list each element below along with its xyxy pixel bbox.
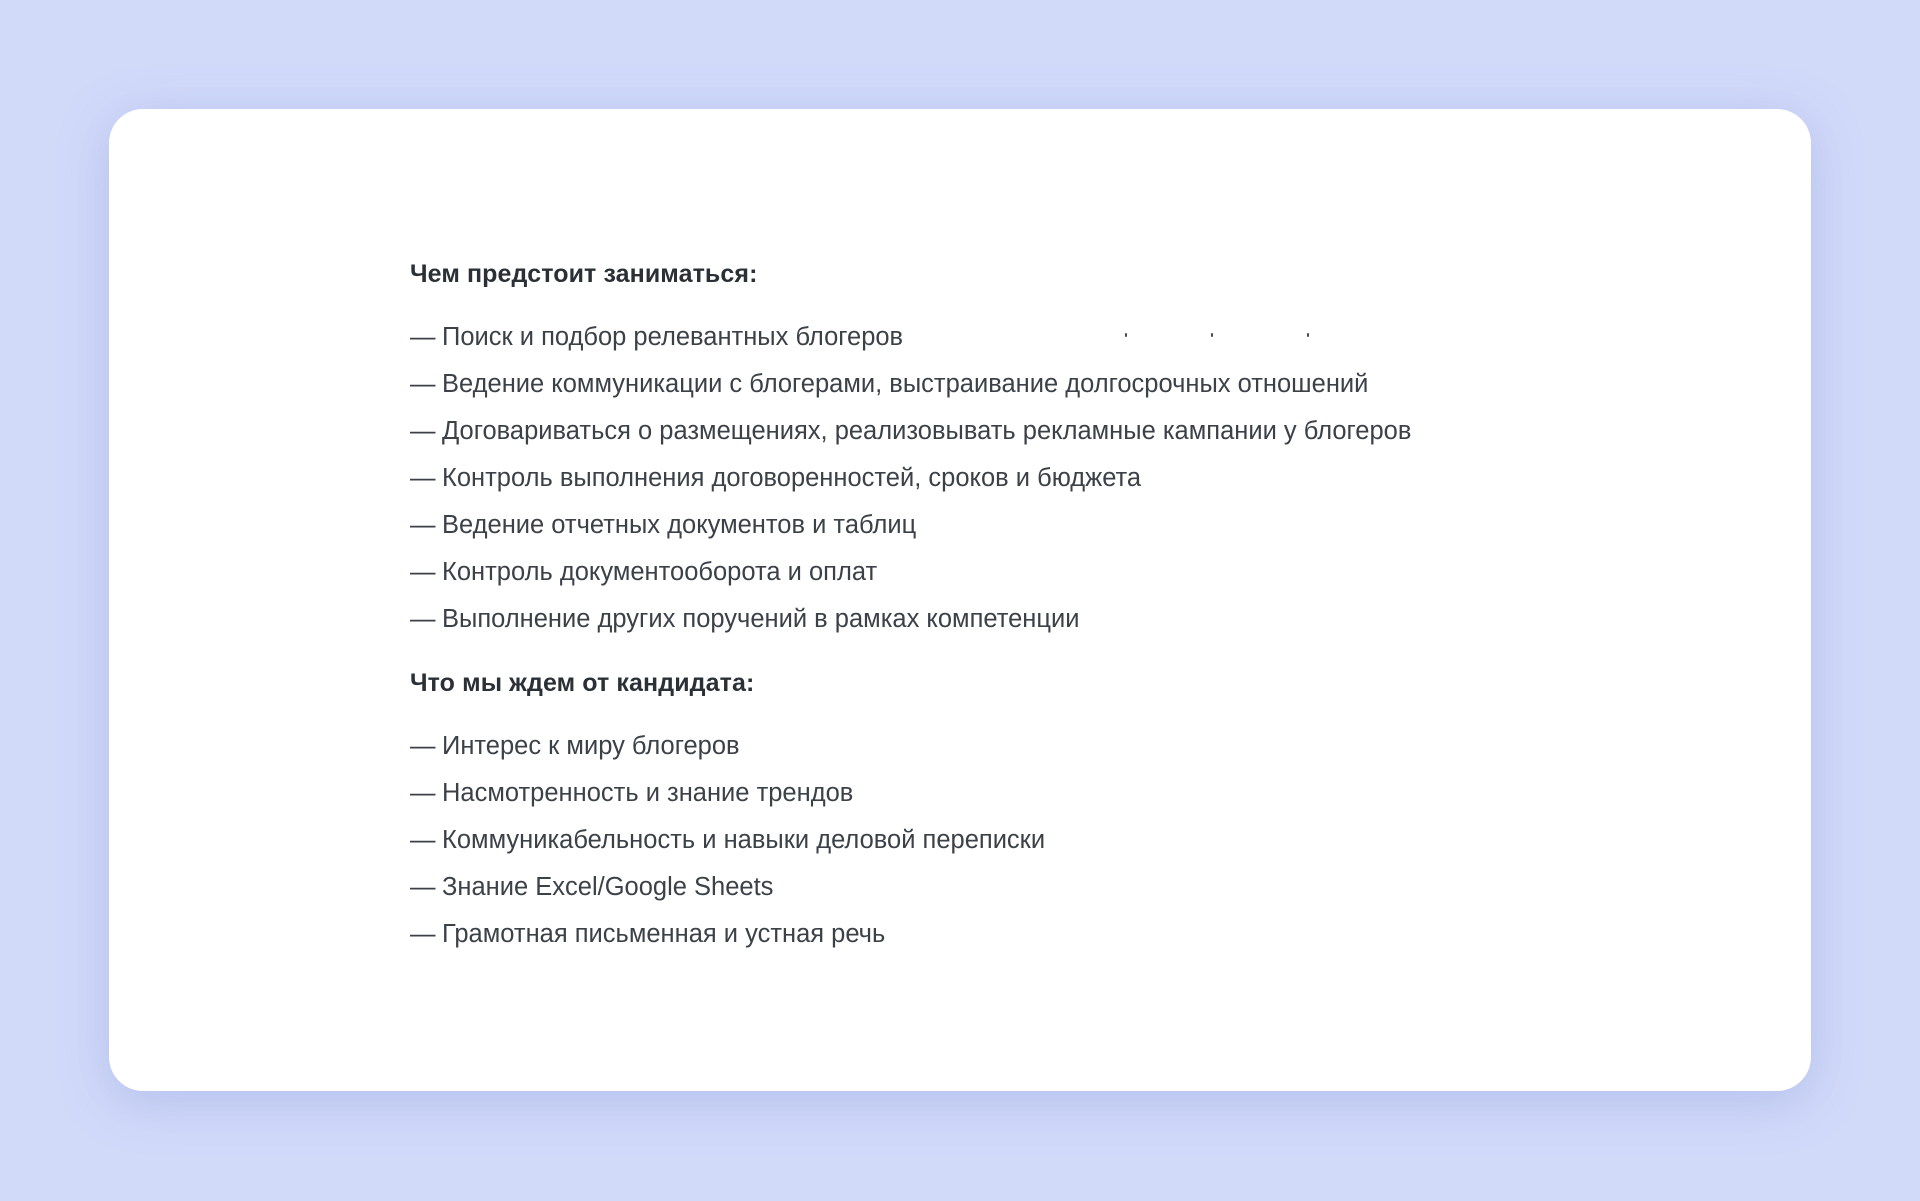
list-item bbox=[410, 770, 1710, 817]
list-item-text: Ведение коммуникации с блогерами, выстраивание долгосрочных отношений bbox=[442, 370, 1369, 398]
bullet-dash: — bbox=[410, 873, 436, 901]
list-item-text: Насмотренность и знание трендов bbox=[442, 779, 854, 807]
list-item-text: Контроль документооборота и оплат bbox=[442, 558, 878, 586]
list-item bbox=[410, 911, 1710, 958]
list-item-text: Контроль выполнения договоренностей, сроков и бюджета bbox=[442, 464, 1142, 492]
bullet-dash: — bbox=[410, 826, 436, 854]
list-item bbox=[410, 817, 1710, 864]
list-item bbox=[410, 408, 1710, 455]
list-item bbox=[410, 596, 1710, 643]
bullet-dash: — bbox=[410, 323, 436, 351]
bullet-dash: — bbox=[410, 732, 436, 760]
responsibilities-section bbox=[410, 255, 1710, 643]
list-item-text: Поиск и подбор релевантных блогеров bbox=[442, 323, 904, 351]
responsibilities-list bbox=[410, 314, 1710, 643]
bullet-dash: — bbox=[410, 920, 436, 948]
list-item bbox=[410, 314, 1710, 361]
list-item bbox=[410, 361, 1710, 408]
list-item-text: Ведение отчетных документов и таблиц bbox=[442, 511, 917, 539]
responsibilities-heading: Чем предстоит заниматься: bbox=[410, 260, 758, 288]
list-item-text: Интерес к миру блогеров bbox=[442, 732, 740, 760]
bullet-dash: — bbox=[410, 370, 436, 398]
bullet-dash: — bbox=[410, 511, 436, 539]
bullet-dash: — bbox=[410, 779, 436, 807]
list-item-text: Коммуникабельность и навыки деловой переписки bbox=[442, 826, 1046, 854]
list-item bbox=[410, 723, 1710, 770]
list-item-text: Договариваться о размещениях, реализовывать рекламные кампании у блогеров bbox=[442, 417, 1412, 445]
list-item-text: Выполнение других поручений в рамках компетенции bbox=[442, 605, 1080, 633]
bullet-dash: — bbox=[410, 417, 436, 445]
list-item bbox=[410, 502, 1710, 549]
list-item bbox=[410, 864, 1710, 911]
bullet-dash: — bbox=[410, 558, 436, 586]
requirements-list bbox=[410, 723, 1710, 958]
bullet-dash: — bbox=[410, 605, 436, 633]
list-item-text: Грамотная письменная и устная речь bbox=[442, 920, 886, 948]
bullet-dash: — bbox=[410, 464, 436, 492]
requirements-heading: Что мы ждем от кандидата: bbox=[410, 669, 755, 697]
requirements-section bbox=[410, 664, 1710, 958]
list-item bbox=[410, 455, 1710, 502]
list-item-text: Знание Excel/Google Sheets bbox=[442, 873, 774, 901]
job-description bbox=[410, 255, 1710, 958]
list-item bbox=[410, 549, 1710, 596]
